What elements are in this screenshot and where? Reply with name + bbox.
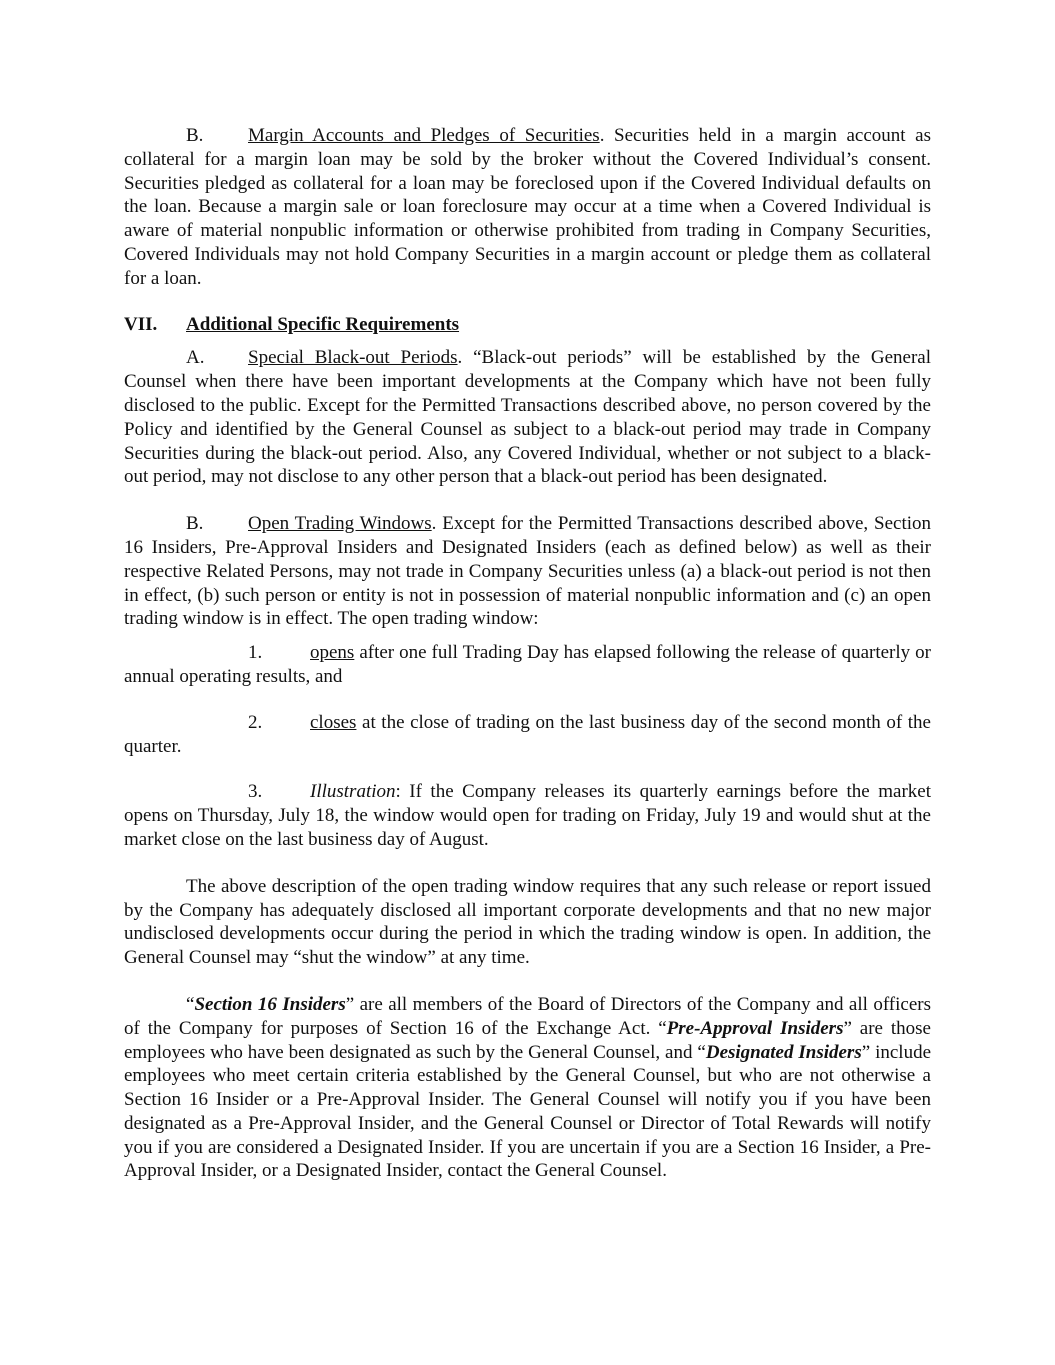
- list-item-opens: [124, 641, 931, 689]
- paragraph-text: ” include employees who meet certain criteria established by the General Counsel, but who are not otherwise a Section 16 Insider or a Pre-Approval Insider. The General Counsel will notify you if you have been designated as a Pre-Approval Insider, and the General Counsel or Director of Total Rewards will notify you if you are considered a Designated Insider. If you are uncertain if you are a Section 16 Insider, a Pre-Approval Insider, or a Designated Insider, contact the General Counsel.: [124, 1041, 932, 1182]
- list-text: after one full Trading Day has elapsed following the release of quarterly or annual operating results, and: [124, 642, 931, 687]
- paragraph-text: ” are those employees who have been designated as such by the General Counsel, and “: [124, 1017, 931, 1063]
- list-number: 1.: [248, 642, 263, 664]
- section-heading: [124, 313, 931, 337]
- list-text: at the close of trading on the last business day of the second month of the quarter.: [124, 711, 931, 757]
- section-title: Special Black-out Periods: [248, 347, 458, 369]
- list-key-term: opens: [310, 642, 355, 664]
- defined-term: Section 16 Insiders: [194, 993, 346, 1015]
- paragraph-text: . “Black-out periods” will be established by the General Counsel when there have been important developments at the Company which have not been fully disclosed to the public. Except for the Permitted Transactions described above, no person covered by the Policy and identified by the General Counsel as subject to a black-out period may trade in Company Securities during the black-out period. Also, any Covered Individual, whether or not subject to a black-out period, may not disclose to any other person that a black-out period has been designated.: [124, 347, 931, 488]
- section-label: B.: [186, 125, 204, 146]
- heading-title: Additional Specific Requirements: [186, 313, 460, 335]
- list-number: 2.: [248, 711, 263, 733]
- insider-definitions-paragraph: [124, 993, 931, 1183]
- trading-window-description-paragraph: The above description of the open trading window requires that any such release or report issued by the Company has adequately disclosed all important corporate developments and that no new major undisclosed developments occur during the period in which the trading window is open. In addition, the General Counsel may “shut the window” at any time.: [124, 875, 931, 969]
- quote-mark: “: [186, 993, 195, 1015]
- list-key-term: Illustration: [310, 781, 396, 803]
- blackout-periods-paragraph: [124, 346, 931, 489]
- defined-term: Designated Insiders: [705, 1041, 862, 1063]
- section-title: Margin Accounts and Pledges of Securities: [248, 125, 600, 146]
- section-label: B.: [186, 513, 204, 535]
- heading-number: VII.: [124, 313, 158, 335]
- open-trading-windows-paragraph: [124, 512, 931, 631]
- list-item-closes: [124, 711, 931, 759]
- list-text: : If the Company releases its quarterly earnings before the market opens on Thursday, July 18, the window would open for trading on Friday, July 19 and would shut at the market close on the last business day of August.: [124, 781, 931, 850]
- paragraph-text: . Securities held in a margin account as collateral for a margin loan may be sold by the broker without the Covered Individual’s consent. Securities pledged as collateral for a loan may be foreclosed upon if the Covered Individual defaults on the loan. Because a margin sale or loan foreclosure may occur at a time when a Covered Individual is aware of material nonpublic information or otherwise prohibited from trading in Company Securities, Covered Individuals may not hold Company Securities in a margin account or pledge them as collateral for a loan.: [124, 125, 931, 289]
- section-title: Open Trading Windows: [248, 513, 432, 535]
- section-label: A.: [186, 347, 205, 369]
- margin-accounts-paragraph: [124, 124, 931, 291]
- document-page: [124, 124, 931, 1183]
- list-key-term: closes: [310, 711, 357, 733]
- list-number: 3.: [248, 781, 263, 803]
- list-item-illustration: [124, 780, 931, 851]
- paragraph-text: ” are all members of the Board of Directors of the Company and all officers of the Company for purposes of Section 16 of the Exchange Act. “: [124, 993, 932, 1039]
- paragraph-text: . Except for the Permitted Transactions described above, Section 16 Insiders, Pre-Approval Insiders and Designated Insiders (each as defined below) as well as their respective Related Persons, may not trade in Company Securities unless (a) a black-out period is not then in effect, (b) such person or entity is not in possession of material nonpublic information and (c) an open trading window is in effect. The open trading window:: [124, 513, 932, 630]
- defined-term: Pre-Approval Insiders: [666, 1017, 844, 1039]
